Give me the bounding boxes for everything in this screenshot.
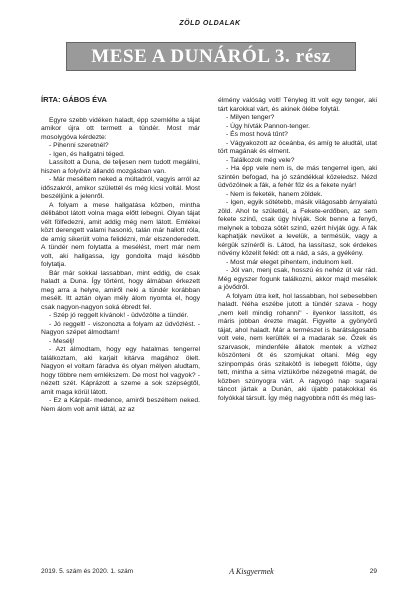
right-column-body: [218, 97, 377, 403]
paragraph: Lassított a Duna, de teljesen nem tudott megállni, hiszen a folyóvíz állandó mozgásban van.: [41, 159, 200, 175]
paragraph: - Mesélj!: [49, 337, 75, 345]
paragraph: - Jó reggelt! - viszonozta a folyam az üdvözlést. - Nagyon szépet álmodtam!: [41, 320, 200, 336]
paragraph: - Vágyakozott az óceánba, és amíg te aludtál, utat tört magának és elment.: [218, 139, 377, 155]
paragraph: - Ha épp vele nem is, de más tengerrel igen, aki szintén befogad, ha jó szándékkal közeledsz. Nézd üdvözölnek a fák, a fehér fűz és a fekete nyár!: [218, 165, 377, 189]
author-byline: ÍRTA: GÁBOS ÉVA: [41, 95, 107, 104]
paragraph: - Jól van, menj csak, hosszú és nehéz út vár rád. Még egyszer fogunk találkozni, akkor majd mesélek a jövődről.: [218, 267, 377, 291]
paragraph: élmény valóság volt! Tényleg itt volt egy tenger, aki tárt karokkal várt, és akinek ölébe folytál.: [218, 97, 377, 113]
title-banner: [66, 42, 356, 71]
page-footer: [41, 566, 377, 576]
paragraph: A folyam útra kelt, hol lassabban, hol sebesebben haladt. Néha eszébe jutott a tündér szava - hogy „nem kell mindig rohanni" - ilyenkor lassított, és máris jobban érezte magát. Figyelte a gyönyörű tájat, ahol haladt. Már a természet is barátságosabb volt vele, nem kerülték el a madarak se. Őzek és szarvasok, mindenféle állatok mentek a vízhez köszönteni őt és szomjukat oltani. Még egy szinpompás órás szitakötő is lebegett fölötte, úgy tett, mintha a sima víztükörbe nézegetné magát, de közben szúnyogra várt. A ragyogó nap sugarai táncot jártak a Dunán, aki újabb patakokkal és folyókkal társult. Így még nagyobbra nőtt és még las-: [218, 292, 377, 402]
paragraph: - Pihenni szeretnél?: [49, 142, 109, 149]
paragraph: Bár már sokkal lassabban, mint eddig, de csak haladt a Duna. Így történt, hogy álmában érkezett meg arra a helyre, amiről neki a tündér korábban mesélt. Itt aztán olyan mély álom nyomta el, hogy csak nagyon-nagyon soká ébredt fel.: [41, 269, 200, 311]
article-title: MESE A DUNÁRÓL 3. rész: [91, 45, 331, 67]
paragraph: A folyam a mese hallgatása közben, mintha délibábot látott volna maga előtt lebegni. Olyan tájat vélt fölfedezni, amit addig még nem látott. Emlékei közt derengett valami hasonló, talán már hallott róla, de amíg sikerült volna felidézni, már elszenderedett. A tündér nem folytatta a mesélést, mert már nem volt, aki hallgassa, így gondolta majd később folytatja.: [41, 201, 200, 268]
issue-info: 2019. 5. szám és 2020. 1. szám: [41, 567, 134, 575]
right-column: [218, 97, 377, 403]
left-column-body: [41, 117, 200, 415]
paragraph: - Ez a Kárpát- medence, amiről beszéltem neked. Nem álom volt amit láttál, az az: [41, 397, 200, 413]
section-header: ZÖLD OLDALAK: [179, 20, 241, 27]
paragraph: - Most már eleget pihentem, indulnom kell.: [226, 258, 354, 266]
paragraph: - Igen, és hallgatni téged.: [49, 150, 125, 158]
paragraph: - Milyen tenger?: [226, 114, 275, 121]
paragraph: - Találkozok még vele?: [226, 156, 295, 164]
page-number: 29: [369, 567, 377, 575]
left-column: [41, 96, 200, 414]
paragraph: - Szép jó reggelt kívánok! - üdvözölte a tündér.: [49, 312, 189, 319]
paragraph: - Úgy hívták Pannon-tenger.: [226, 122, 311, 130]
paragraph: - Nem is feketék, hanem zöldek.: [226, 190, 323, 198]
paragraph: Egyre szebb vidéken haladt, épp szemlélte a tájat amikor újra ott termett a tündér. Most már mosolygóva kérdezte:: [41, 116, 200, 141]
magazine-name: A Kisgyermek: [229, 566, 274, 576]
paragraph: - És most hová tűnt?: [226, 131, 288, 138]
paragraph: - Azt álmodtam, hogy egy hatalmas tengerrel találkoztam, aki karjait kitárva magához ölelt. Nagyon el voltam fáradva és olyan mélyen aludtam, hogy többre nem emlékszem. De most hol vagyok? - nézett szét. Káprázott a szeme a sok szépségtől, amit maga körül látott.: [41, 346, 200, 396]
paragraph: - Már meséltem neked a múltadról, vagyis arról az időszakról, amikor születtél és még kicsi voltál. Most beszéljünk a jelenről.: [41, 176, 200, 200]
paragraph: - Igen, egyik sötétebb, másik világosabb árnyalatú zöld. Ahol te születtél, a Fekete-erdőben, az sem fekete színű, csak úgy hívják. Sok benne a fenyő, melynek a toboza sötét színű, ezért hívják úgy. A fák kaphatják nevüket a levelük, a termésük, vagy a kérgük színéről is. Látod, ha lassítasz, sok érdekes növény közelít feléd: ott a nád, a sás, a gyékény.: [218, 199, 377, 257]
